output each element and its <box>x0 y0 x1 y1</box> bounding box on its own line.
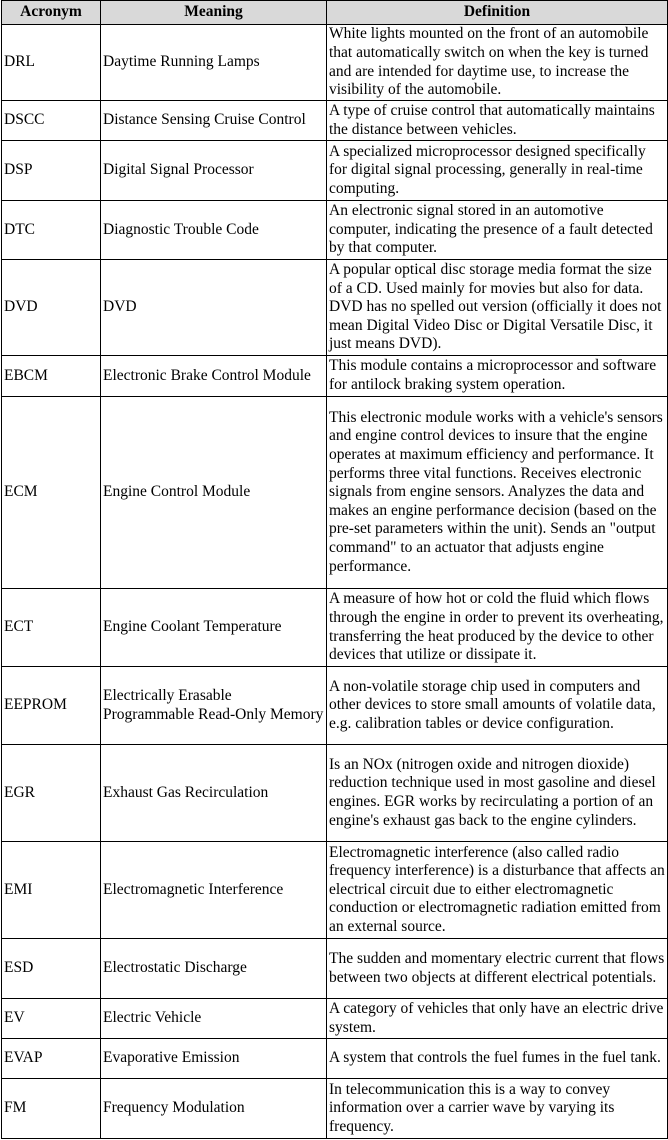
meaning-cell: Evaporative Emission <box>101 1039 327 1079</box>
definition-cell: In telecommunication this is a way to convey information over a carrier wave by varying its frequency. <box>327 1079 668 1139</box>
table-header <box>2 1 668 25</box>
meaning-cell: Electrically Erasable Programmable Read-Only Memory <box>101 667 327 745</box>
definition-cell: A system that controls the fuel fumes in the fuel tank. <box>327 1039 668 1079</box>
table-row <box>2 1039 668 1079</box>
definition-cell: A type of cruise control that automatically maintains the distance between vehicles. <box>327 101 668 141</box>
definition-cell: This electronic module works with a vehicle's sensors and engine control devices to insure that the engine operates at maximum efficiency and performance. It performs three vital functions. Receives electronic signals from engine sensors. Analyzes the data and makes an engine performance decision (based on the pre-set parameters within the unit). Sends an "output command" to an actuator that adjusts engine performance. <box>327 397 668 589</box>
meaning-cell: Electronic Brake Control Module <box>101 356 327 397</box>
meaning-cell: Electrostatic Discharge <box>101 939 327 999</box>
table-row <box>2 25 668 101</box>
acronym-cell: EGR <box>2 745 101 842</box>
definition-cell: A measure of how hot or cold the fluid which flows through the engine in order to prevent its overheating, transferring the heat produced by the device to other devices that utilize or dissipate it. <box>327 589 668 667</box>
definition-cell: A non-volatile storage chip used in computers and other devices to store small amounts of volatile data, e.g. calibration tables or device configuration. <box>327 667 668 745</box>
definition-cell: A specialized microprocessor designed specifically for digital signal processing, generally in real-time computing. <box>327 141 668 201</box>
acronym-cell: ECT <box>2 589 101 667</box>
header-definition: Definition <box>327 1 668 25</box>
acronym-cell: DSP <box>2 141 101 201</box>
definition-cell: An electronic signal stored in an automotive computer, indicating the presence of a fault detected by that computer. <box>327 201 668 260</box>
meaning-cell: Digital Signal Processor <box>101 141 327 201</box>
acronym-cell: ESD <box>2 939 101 999</box>
definition-cell: Is an NOx (nitrogen oxide and nitrogen dioxide) reduction technique used in most gasoline and diesel engines. EGR works by recirculating a portion of an engine's exhaust gas back to the engine cylinders. <box>327 745 668 842</box>
header-acronym: Acronym <box>2 1 101 25</box>
header-meaning: Meaning <box>101 1 327 25</box>
meaning-cell: Engine Control Module <box>101 397 327 589</box>
table-row <box>2 356 668 397</box>
table-row <box>2 842 668 939</box>
meaning-cell: Electric Vehicle <box>101 999 327 1039</box>
table-row <box>2 101 668 141</box>
acronym-cell: FM <box>2 1079 101 1139</box>
acronym-cell: DSCC <box>2 101 101 141</box>
definition-cell: A popular optical disc storage media format the size of a CD. Used mainly for movies but also for data. DVD has no spelled out version (officially it does not mean Digital Video Disc or Digital Versatile Disc, it just means DVD). <box>327 260 668 356</box>
meaning-cell: Diagnostic Trouble Code <box>101 201 327 260</box>
acronym-cell: EEPROM <box>2 667 101 745</box>
table-row <box>2 1079 668 1139</box>
acronym-cell: ECM <box>2 397 101 589</box>
acronym-cell: EMI <box>2 842 101 939</box>
acronym-cell: EBCM <box>2 356 101 397</box>
table-body <box>2 25 668 1139</box>
table-row <box>2 397 668 589</box>
table-row <box>2 141 668 201</box>
definition-cell: Electromagnetic interference (also called radio frequency interference) is a disturbance that affects an electrical circuit due to either electromagnetic conduction or electromagnetic radiation emitted from an external source. <box>327 842 668 939</box>
table-row <box>2 589 668 667</box>
meaning-cell: Exhaust Gas Recirculation <box>101 745 327 842</box>
definition-cell: A category of vehicles that only have an electric drive system. <box>327 999 668 1039</box>
meaning-cell: Daytime Running Lamps <box>101 25 327 101</box>
meaning-cell: Frequency Modulation <box>101 1079 327 1139</box>
table-row <box>2 939 668 999</box>
definition-cell: The sudden and momentary electric current that flows between two objects at different electrical potentials. <box>327 939 668 999</box>
acronym-cell: EV <box>2 999 101 1039</box>
acronym-cell: DRL <box>2 25 101 101</box>
meaning-cell: Electromagnetic Interference <box>101 842 327 939</box>
meaning-cell: Distance Sensing Cruise Control <box>101 101 327 141</box>
table-row <box>2 745 668 842</box>
acronym-glossary-table <box>1 0 668 1139</box>
meaning-cell: Engine Coolant Temperature <box>101 589 327 667</box>
definition-cell: This module contains a microprocessor and software for antilock braking system operation. <box>327 356 668 397</box>
table-row <box>2 201 668 260</box>
definition-cell: White lights mounted on the front of an automobile that automatically switch on when the key is turned and are intended for daytime use, to increase the visibility of the automobile. <box>327 25 668 101</box>
table-row <box>2 260 668 356</box>
meaning-cell: DVD <box>101 260 327 356</box>
table-row <box>2 999 668 1039</box>
header-row <box>2 1 668 25</box>
acronym-cell: DVD <box>2 260 101 356</box>
acronym-cell: DTC <box>2 201 101 260</box>
acronym-cell: EVAP <box>2 1039 101 1079</box>
table-row <box>2 667 668 745</box>
